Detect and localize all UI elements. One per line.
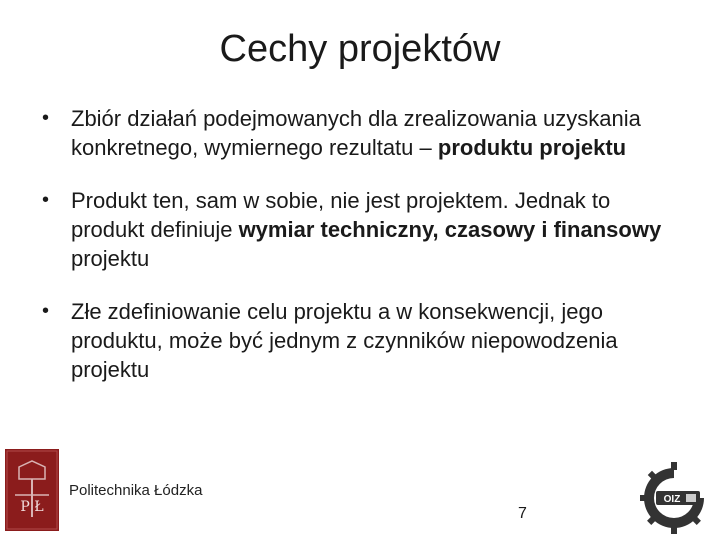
politechnika-emblem-icon	[5, 449, 59, 531]
bullet-dot-icon: •	[42, 107, 50, 129]
bullet-segment: Produkt ten, sam w sobie, nie jest projektem. Jednak to produkt definiuje	[71, 188, 611, 242]
bullet-list	[42, 104, 682, 408]
bullet-segment: Zbiór działań podejmowanych dla zrealizowania uzyskania konkretnego, wymiernego rezultatu –	[71, 106, 641, 160]
bullet-text	[71, 106, 641, 160]
bullet-dot-icon: •	[42, 189, 50, 211]
bullet-item	[42, 104, 682, 162]
slide-title: Cechy projektów	[219, 28, 501, 70]
oiz-logo-text: OIZ	[663, 494, 681, 505]
bullet-dot-icon: •	[42, 300, 50, 322]
bullet-emphasis: wymiar techniczny, czasowy i finansowy	[238, 217, 662, 242]
bullet-segment: Złe zdefiniowanie celu projektu a w konsekwencji, jego produktu, może być jednym z czynników niepowodzenia projektu	[71, 299, 618, 382]
bullet-text	[71, 299, 618, 382]
page-number: 7	[518, 505, 527, 522]
bullet-item	[42, 186, 682, 273]
bullet-item	[42, 297, 682, 384]
university-logo	[5, 449, 202, 531]
oiz-gear-logo-icon	[634, 462, 714, 534]
emblem-letters: P Ł	[20, 499, 44, 515]
bullet-segment: projektu	[71, 246, 150, 271]
bullet-emphasis: produktu projektu	[437, 135, 627, 160]
bullet-text	[71, 188, 661, 271]
university-name: Politechnika Łódzka	[69, 481, 203, 499]
